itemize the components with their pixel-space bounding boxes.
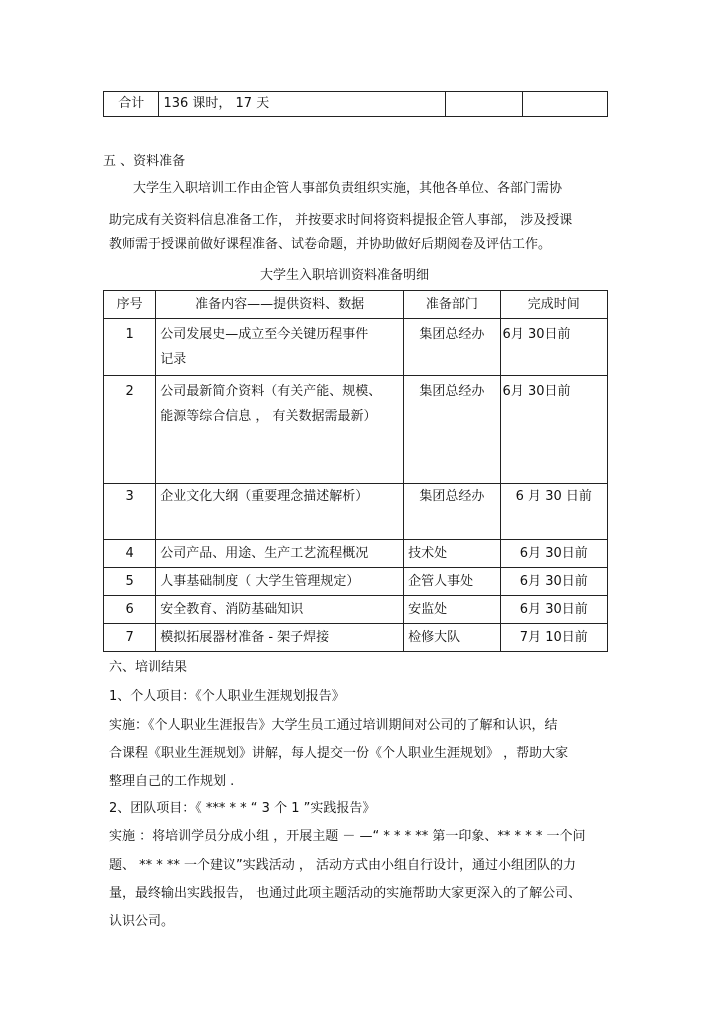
section6-heading: 六、培训结果 [109, 660, 188, 675]
row-content-line: 安全教育、消防基础知识 [160, 601, 304, 617]
row-content-line: 企业文化大纲（重要理念描述解析） [160, 489, 369, 504]
row-content [156, 319, 404, 376]
table-row [104, 540, 608, 568]
row-content [156, 540, 404, 568]
summary-label: 合计 [104, 92, 159, 117]
materials-table [103, 290, 608, 652]
summary-value: 136 课时， 17 天 [159, 92, 445, 117]
summary-empty-cell [523, 92, 608, 117]
row-dept: 安监处 [404, 596, 500, 624]
row-date: 6月 30日前 [500, 319, 607, 376]
row-content [156, 624, 404, 652]
summary-empty-cell [445, 92, 523, 117]
row-number: 2 [104, 376, 156, 484]
row-content [156, 568, 404, 596]
row-number: 1 [104, 319, 156, 376]
table-row [104, 568, 608, 596]
section5-para-line: 助完成有关资料信息准备工作， 并按要求时间将资料提报企管人事部， 涉及授课 [109, 213, 573, 228]
row-date: 6月 30日前 [500, 376, 607, 484]
item1-line: 合课程《职业生涯规划》讲解，每人提交一份《个人职业生涯规划》 ，帮助大家 [109, 746, 569, 761]
section5-heading: 五 、资料准备 [103, 154, 186, 169]
table-row [104, 376, 608, 484]
row-dept: 集团总经办 [404, 376, 500, 484]
row-content-line: 公司产品、用途、生产工艺流程概况 [160, 545, 369, 561]
header-cell: 完成时间 [500, 291, 607, 319]
row-content-line: 公司发展史—成立至今关键历程事件 [160, 327, 369, 342]
row-date: 6月 30日前 [500, 540, 607, 568]
row-content [156, 596, 404, 624]
row-content-line: 模拟拓展器材准备 - 架子焊接 [160, 629, 330, 645]
item1-title: 1、个人项目：《个人职业生涯规划报告》 [109, 689, 345, 704]
row-number: 5 [104, 568, 156, 596]
row-dept: 检修大队 [404, 624, 500, 652]
header-cell: 准备内容——提供资料、数据 [156, 291, 404, 319]
table-row [104, 624, 608, 652]
row-date: 6月 30日前 [500, 596, 607, 624]
row-content-line: 人事基础制度（ 大学生管理规定） [160, 573, 360, 589]
item2-line: 量，最终输出实践报告， 也通过此项主题活动的实施帮助大家更深入的了解公司、 [109, 886, 582, 901]
row-dept: 技术处 [404, 540, 500, 568]
summary-row [104, 92, 608, 117]
table-caption: 大学生入职培训资料准备明细 [260, 268, 430, 283]
row-number: 3 [104, 484, 156, 540]
header-cell: 准备部门 [404, 291, 500, 319]
item1-line: 实施：《个人职业生涯报告》大学生员工通过培训期间对公司的了解和认识，结 [109, 718, 558, 733]
item2-line: 认识公司。 [109, 914, 175, 929]
item2-line: 实施 ：将培训学员分成小组 ，开展主题 － —“ * * * ** 第一印象、** * * * 一个问 [109, 829, 586, 844]
row-number: 7 [104, 624, 156, 652]
row-dept: 集团总经办 [404, 484, 500, 540]
row-date: 6月 30日前 [500, 568, 607, 596]
row-content [156, 484, 404, 540]
row-date: 7月 10日前 [500, 624, 607, 652]
table-row [104, 484, 608, 540]
row-content-line: 公司最新简介资料（有关产能、规模、 [160, 384, 382, 399]
item2-line: 题、 ** * ** 一个建议”实践活动 ， 活动方式由小组自行设计，通过小组团队的力 [109, 858, 577, 873]
row-content-line: 能源等综合信息 ， 有关数据需最新） [160, 409, 377, 424]
row-dept: 集团总经办 [404, 319, 500, 376]
row-number: 4 [104, 540, 156, 568]
section5-para-line: 教师需于授课前做好课程准备、试卷命题，并协助做好后期阅卷及评估工作。 [109, 237, 552, 252]
item1-line: 整理自己的工作规划 . [109, 774, 235, 789]
row-number: 6 [104, 596, 156, 624]
item2-title: 2、团队项目：《 *** * * “ 3 个 1 ”实践报告》 [109, 801, 376, 816]
row-date: 6 月 30 日前 [500, 484, 607, 540]
row-content-line: 记录 [160, 352, 187, 367]
section5-para-line: 大学生入职培训工作由企管人事部负责组织实施，其他各单位、各部门需协 [133, 181, 563, 196]
row-dept: 企管人事处 [404, 568, 500, 596]
header-cell: 序号 [104, 291, 156, 319]
table-header-row [104, 291, 608, 319]
table-row [104, 596, 608, 624]
table-row [104, 319, 608, 376]
summary-table [103, 91, 608, 117]
row-content [156, 376, 404, 484]
